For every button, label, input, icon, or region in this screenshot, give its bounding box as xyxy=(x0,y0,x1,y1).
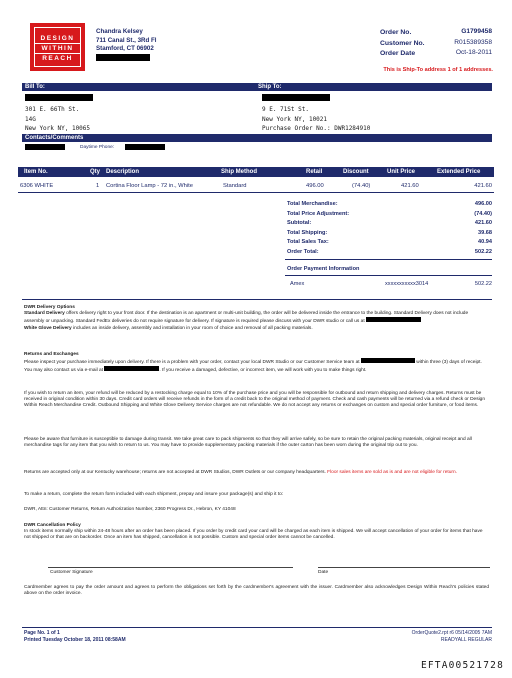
white-glove-text: includes an inside delivery, assembly and installation in your room of choice and removal of all packing materials. xyxy=(71,325,313,331)
order-total-label: Order Total: xyxy=(287,248,319,255)
delivery-heading: DWR Delivery Options xyxy=(24,305,75,310)
redacted-block xyxy=(125,144,165,150)
payment-method: Amex xyxy=(290,281,305,287)
redacted-block xyxy=(366,317,421,322)
total-shipping-label: Total Shipping: xyxy=(287,229,328,236)
standard-delivery-label: Standard Delivery xyxy=(24,311,65,317)
col-retail: Retail xyxy=(306,169,323,175)
report-type: READYALL REGULAR xyxy=(440,637,492,643)
total-shipping-value: 39.68 xyxy=(478,229,492,236)
returns-damage: Please be aware that furniture is susceptible to damage during transit. We take great care to pack shipments so that they will arrive safely, so be sure to retain the original packing materials, original receipt and all merchandise tags for any item that you wish to return to us. You may have to provide supplementary packing materials if the outer carton has been worn during the original trip out to you. xyxy=(24,437,472,449)
footer-right xyxy=(360,630,492,644)
date-line xyxy=(318,567,490,568)
row-extended-price: 421.60 xyxy=(474,183,492,189)
col-unit-price: Unit Price xyxy=(387,169,416,175)
bill-to-line-3: New York NY, 10065 xyxy=(25,125,91,132)
standard-delivery-text: offers delivery right to your front door. If the destination is an apartment or multi-unit building, the order will be delivered inside the entrance to the building. Standard Delivery does not include assembly or unpacking. Standard FedEx deliveries do not require signature for delivery. If signature is required please discuss with your DWR studio or call us at xyxy=(24,311,469,325)
total-merchandise-label: Total Merchandise: xyxy=(287,201,338,207)
row-ship-method: Standard xyxy=(223,183,247,189)
ship-to-address xyxy=(262,105,370,134)
ship-to-note: This is Ship-To address 1 of 1 addresses. xyxy=(383,67,493,73)
table-divider xyxy=(18,192,494,193)
bill-to-line-2: 14G xyxy=(25,115,36,123)
payment-amount: 502.22 xyxy=(474,281,492,287)
cancellation-heading: DWR Cancellation Policy xyxy=(24,523,81,528)
row-discount: (74.40) xyxy=(352,183,371,189)
redacted-block xyxy=(104,366,159,371)
returns-instructions: To make a return, complete the return form included with each shipment, prepay and insure your package(s) and ship it to: xyxy=(24,492,284,497)
ship-to-line-2: New York NY, 10021 xyxy=(262,115,328,123)
payment-divider xyxy=(285,275,492,276)
delivery-options xyxy=(24,305,489,332)
redacted-block xyxy=(25,94,93,101)
cardmember-agreement: Cardmember agrees to pay the order amount and agrees to perform the obligations set forth by the cardmember's agreement with the issuer. Cardmember also acknowledges Design Within Reach's policies stated above on the order invoice. xyxy=(24,585,489,597)
cancellation-section xyxy=(24,523,489,542)
dwr-logo xyxy=(30,23,85,71)
row-item-no: 6306 WHITE xyxy=(20,183,54,189)
order-values xyxy=(438,27,492,59)
daytime-phone-label: Daytime Phone: xyxy=(80,145,115,150)
total-merchandise-value: 496.00 xyxy=(474,201,492,207)
floor-sales-note: Floor sales items are sold as is and are not eligible for return. xyxy=(327,470,458,475)
order-date: Oct-18-2011 xyxy=(455,49,492,56)
subtotal-label: Subtotal: xyxy=(287,220,312,226)
col-discount: Discount xyxy=(343,169,369,175)
address-header-bar xyxy=(22,83,492,91)
returns-address: DWR, Attn: Customer Returns, Return Authorization Number, 2360 Progress Dr., Hebron, KY 41048 xyxy=(24,507,236,512)
returns-heading: Returns and Exchanges xyxy=(24,352,79,357)
totals-labels xyxy=(287,200,349,257)
total-adjustment-label: Total Price Adjustment: xyxy=(287,210,350,217)
redacted-block xyxy=(361,358,415,363)
bill-to-line-1: 301 E. 66Th St. xyxy=(25,106,80,113)
order-labels xyxy=(380,28,425,60)
logo-line-2: WITHIN xyxy=(41,45,74,52)
col-item-no: Item No. xyxy=(24,169,48,175)
payment-card: xxxxxxxxxxx3014 xyxy=(385,281,429,287)
total-tax-value: 40.94 xyxy=(478,239,492,245)
logo-line-3: REACH xyxy=(42,55,73,62)
date-label: Date xyxy=(318,570,329,575)
printed-date: Printed Tuesday October 18, 2011 08:58AM xyxy=(24,637,126,643)
order-number: G1799458 xyxy=(461,28,492,35)
footer-divider xyxy=(22,627,492,628)
returns-section xyxy=(24,352,489,375)
contacts-label: Contacts/Comments xyxy=(25,135,84,141)
page-number: Page No. 1 of 1 xyxy=(24,630,60,636)
row-retail: 496.00 xyxy=(306,183,324,189)
signature-label: Customer Signature xyxy=(50,570,93,575)
cancellation-text: In stock items normally ship within 24-48 hours after an order has been placed. If you order by credit card your card will be charged as each item is shipped. We will accept cancellation of your order for items that have not shipped or that are on backorder. Once an item has shipped, cancellation is not possible. Custom and special order items cannot be cancelled. xyxy=(24,529,483,541)
col-extended-price: Extended Price xyxy=(437,169,481,175)
totals-divider xyxy=(285,259,492,260)
order-date-label: Order Date xyxy=(380,50,416,57)
returns-p1a: Please inspect your purchase immediately upon delivery. If there is a problem with your order, contact your local DWR Studio or our Customer Service team at xyxy=(24,360,360,366)
redacted-block xyxy=(25,144,65,150)
col-qty: Qty xyxy=(90,169,101,175)
store-name: Chandra Kelsey xyxy=(96,28,143,35)
row-qty: 1 xyxy=(96,183,100,189)
total-tax-label: Total Sales Tax: xyxy=(287,239,329,245)
signature-line xyxy=(48,567,293,568)
redacted-block xyxy=(96,54,150,61)
policy-divider xyxy=(22,299,492,300)
returns-location xyxy=(24,470,489,476)
white-glove-label: White Glove Delivery xyxy=(24,325,72,331)
bill-to-address xyxy=(25,105,90,134)
customer-number-label: Customer No. xyxy=(380,39,425,47)
store-address-line: 711 Canal St., 3Rd Fl xyxy=(96,36,157,44)
logo-line-1: DESIGN xyxy=(40,35,75,42)
returns-location-text: Returns are accepted only at our Kentucky warehouse; returns are not accepted at DWR Studios, DWR Outlets or our company headquarters. xyxy=(24,470,326,475)
bill-to-label: Bill To: xyxy=(25,84,45,90)
report-name: OrderQuote2.rpt r6 05/14/2005 7AM xyxy=(411,630,492,636)
redacted-block xyxy=(262,94,330,101)
row-description: Cortina Floor Lamp - 72 in., White xyxy=(106,183,193,189)
store-address xyxy=(96,28,157,64)
col-description: Description xyxy=(106,169,140,175)
returns-p1b: within three (3) days of receipt. You may also contact us via e-mail at xyxy=(24,360,482,374)
order-number-label: Order No. xyxy=(380,29,412,36)
total-adjustment-value: (74.40) xyxy=(474,210,492,217)
ship-to-line-1: 9 E. 71St St. xyxy=(262,106,309,113)
footer-left xyxy=(24,630,126,644)
contacts-bar xyxy=(22,134,492,142)
customer-number: R015389358 xyxy=(454,38,492,46)
returns-refund: If you wish to return an item, your refund will be reduced by a restocking charge equal to 10% of the purchase price and you will be responsible for outbound and return shipping and delivery charges. Returns must be received in original condition within 30 days. Credit card orders will receive refunds in the form of a credit back to the original method of payment. Check and cash payments will be returned via a refund check or Design Within Reach Merchandise Credit. Outbound Shipping and White Glove Delivery Service charges are not refundable. We do not accept any returns or exchanges on custom and special order furniture, or food items. xyxy=(24,391,486,409)
totals-values xyxy=(440,200,492,257)
col-ship-method: Ship Method xyxy=(221,169,257,175)
bates-number: EFTA00521728 xyxy=(420,660,504,671)
ship-to-line-3: Purchase Order No.: DWR1284910 xyxy=(262,125,371,132)
order-total-value: 502.22 xyxy=(474,248,492,255)
row-unit-price: 421.60 xyxy=(401,183,419,189)
ship-to-label: Ship To: xyxy=(258,84,282,90)
store-city: Stamford, CT 06902 xyxy=(96,45,154,52)
subtotal-value: 421.60 xyxy=(474,220,492,226)
payment-title: Order Payment Information xyxy=(287,266,360,272)
returns-p1c: . If you receive a damaged, defective, or incorrect item, we will work with you to make things right. xyxy=(159,368,367,374)
